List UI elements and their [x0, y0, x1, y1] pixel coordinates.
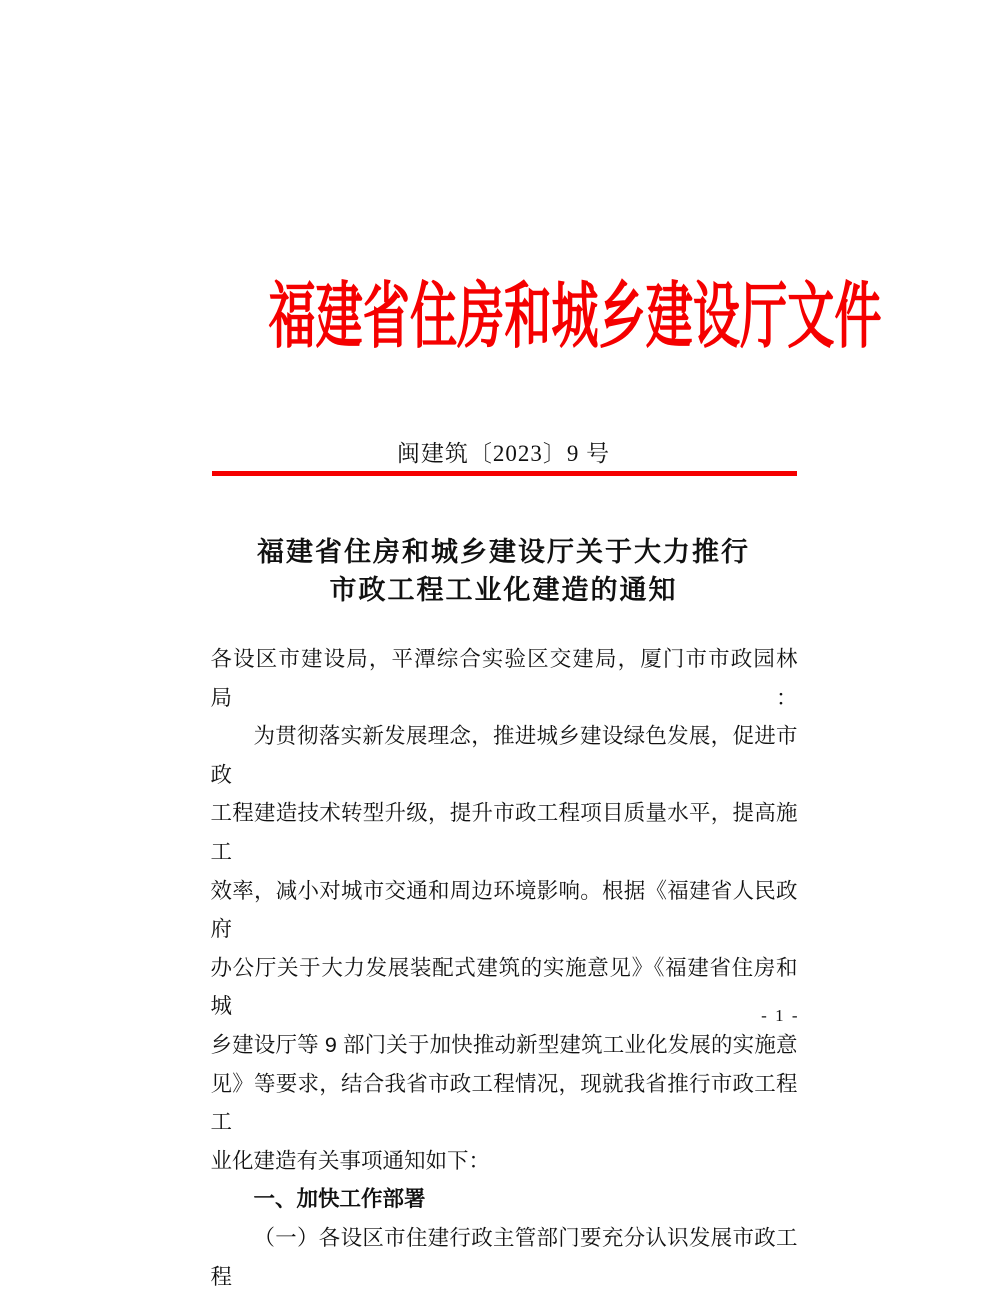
red-divider-line	[212, 471, 797, 476]
body-line: 各设区市建设局，平潭综合实验区交建局，厦门市市政园林局：	[210, 647, 798, 710]
document-page	[107, 0, 901, 1289]
body-line: 乡建设厅等 9 部门关于加快推动新型建筑工业化发展的实施意	[210, 1032, 798, 1057]
body-line: 见》等要求，结合我省市政工程情况，现就我省推行市政工程工	[210, 1071, 798, 1135]
agency-banner	[107, 279, 901, 355]
agency-banner-text: 福建省住房和城乡建设厅文件	[267, 277, 882, 357]
body-line: 一、加快工作部署	[253, 1187, 426, 1212]
body-line: 业化建造有关事项通知如下：	[210, 1148, 491, 1173]
doc-body	[211, 640, 798, 1296]
body-line: 为贯彻落实新发展理念，推进城乡建设绿色发展，促进市政	[210, 724, 798, 787]
body-line: 办公厅关于大力发展装配式建筑的实施意见》《福建省住房和城	[210, 955, 798, 1019]
doc-title	[107, 533, 901, 609]
body-line: 效率，减小对城市交通和周边环境影响。根据《福建省人民政府	[210, 878, 798, 942]
doc-title-line2: 市政工程工业化建造的通知	[329, 575, 678, 605]
body-line: 工程建造技术转型升级，提升市政工程项目质量水平，提高施工	[210, 801, 798, 864]
page-number: - 1 -	[761, 1006, 800, 1025]
doc-title-line1: 福建省住房和城乡建设厅关于大力推行	[257, 537, 750, 567]
body-line: （一）各设区市住建行政主管部门要充分认识发展市政工程	[210, 1225, 798, 1289]
doc-number: 闽建筑〔2023〕9 号	[396, 441, 611, 466]
